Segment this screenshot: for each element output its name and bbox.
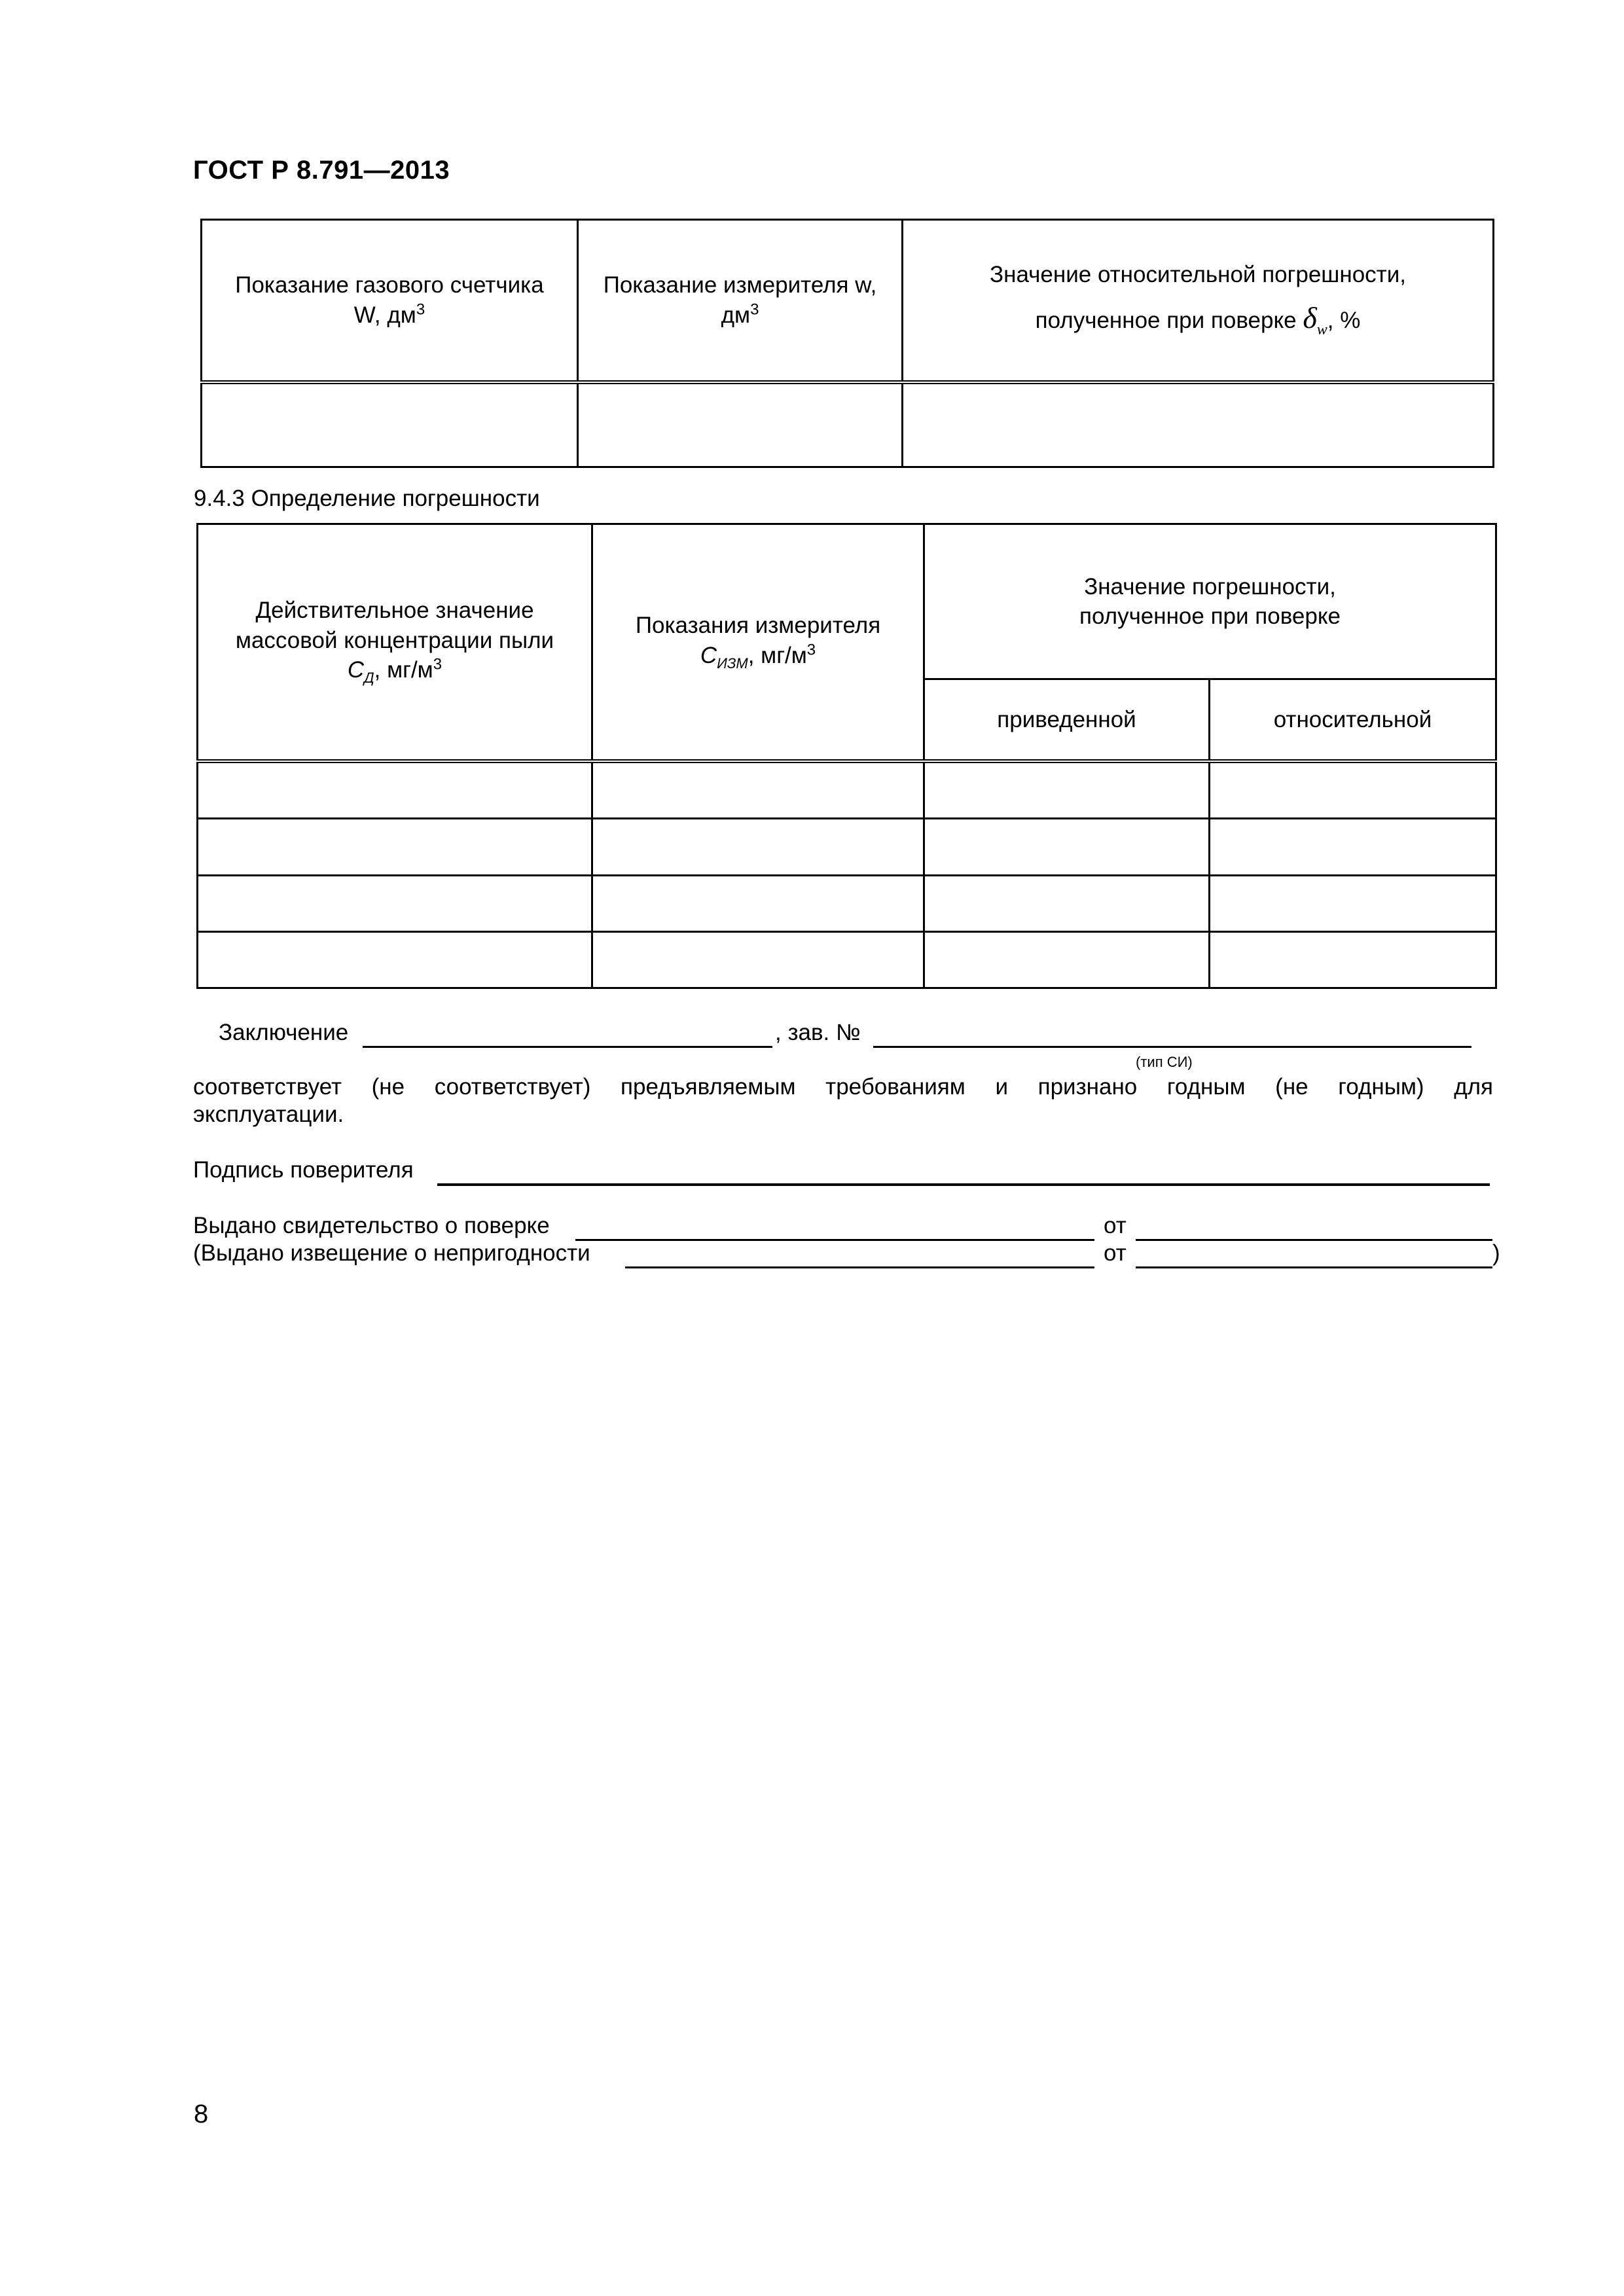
table-cell xyxy=(198,819,592,876)
signature-label: Подпись поверителя xyxy=(193,1157,414,1183)
table-cell xyxy=(1210,876,1496,932)
table-cell xyxy=(198,761,592,819)
header-error-value: Значение погрешности, полученное при поверке xyxy=(924,524,1496,679)
table-cell xyxy=(1210,932,1496,988)
table-cell xyxy=(202,382,578,467)
table-cell xyxy=(592,876,924,932)
header-reduced: приведенной xyxy=(924,679,1210,761)
error-determination-table xyxy=(196,523,1497,989)
certificate-field[interactable] xyxy=(575,1239,1094,1241)
header-relative: относительной xyxy=(1210,679,1496,761)
table-cell xyxy=(1210,761,1496,819)
table-cell xyxy=(592,819,924,876)
delta-symbol: $\delta_w$ xyxy=(1303,301,1327,339)
gas-meter-table xyxy=(200,219,1494,468)
table-cell xyxy=(924,761,1210,819)
serial-label: , зав. № xyxy=(775,1020,861,1045)
certificate-label: Выдано свидетельство о поверке xyxy=(193,1213,550,1238)
compliance-text-continued: эксплуатации. xyxy=(193,1102,344,1127)
document-header: ГОСТ Р 8.791—2013 xyxy=(193,156,450,185)
signature-field[interactable] xyxy=(437,1183,1490,1186)
conclusion-label: Заключение xyxy=(219,1020,349,1045)
table-cell xyxy=(924,932,1210,988)
header-meter-reading: Показание измерителя w, $дм^3$ xyxy=(578,220,903,382)
page-number: 8 xyxy=(194,2100,209,2128)
header-relative-error: Значение относительной погрешности, полученное при поверке $\delta_w$, % xyxy=(903,220,1494,382)
table-cell xyxy=(903,382,1494,467)
notice-from-label: от xyxy=(1104,1240,1127,1266)
certificate-date-field[interactable] xyxy=(1136,1239,1492,1241)
table-cell xyxy=(578,382,903,467)
compliance-text: соответствует (не соответствует) предъявляемым требованиям и признано годным (не годным) для xyxy=(193,1074,1493,1100)
header-actual-concentration: Действительное значение массовой концентрации пыли $С_Д$, $мг/м^3$ xyxy=(198,524,592,761)
notice-date-field[interactable] xyxy=(1136,1266,1492,1268)
header-gas-meter-reading: Показание газового счетчика W, $дм^3$ xyxy=(202,220,578,382)
certificate-from-label: от xyxy=(1104,1213,1127,1238)
notice-label: (Выдано извещение о непригодности xyxy=(193,1240,590,1266)
table-cell xyxy=(198,876,592,932)
section-title: 9.4.3 Определение погрешности xyxy=(194,486,540,511)
table-cell xyxy=(924,876,1210,932)
table-cell xyxy=(198,932,592,988)
type-hint: (тип СИ) xyxy=(1136,1054,1193,1070)
close-paren: ) xyxy=(1492,1240,1500,1266)
table-cell xyxy=(1210,819,1496,876)
conclusion-field[interactable] xyxy=(363,1046,772,1048)
table-cell xyxy=(592,932,924,988)
serial-number-field[interactable] xyxy=(873,1046,1471,1048)
table-cell xyxy=(924,819,1210,876)
header-meter-readings: Показания измерителя $С_{ИЗМ}$, $мг/м^3$ xyxy=(592,524,924,761)
table-cell xyxy=(592,761,924,819)
notice-field[interactable] xyxy=(625,1266,1094,1268)
